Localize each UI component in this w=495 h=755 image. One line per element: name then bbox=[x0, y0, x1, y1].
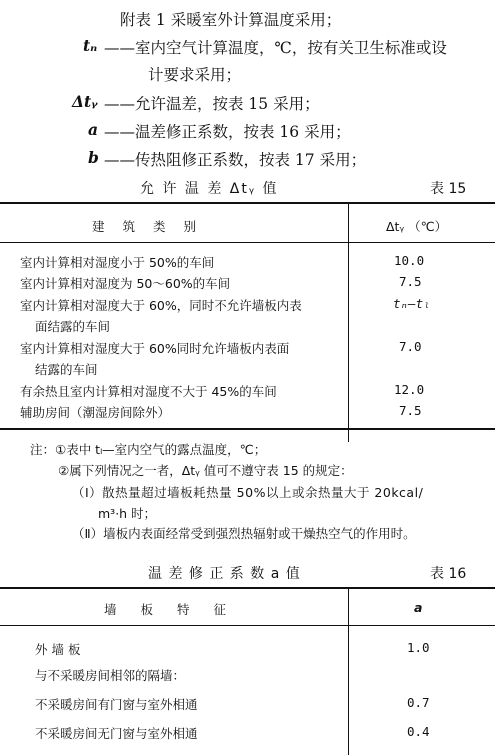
table15-note-1: 注：①表中 tₗ—室内空气的露点温度，℃； bbox=[30, 442, 267, 457]
table15-bottom-rule bbox=[0, 428, 495, 430]
table16-row-4-category: 不采暖房间无门窗与室外相通 bbox=[35, 726, 198, 741]
table15-row-4-category: 室内计算相对湿度大于 60%同时允许墙板内表面 bbox=[20, 341, 290, 356]
table16-row-3-value: 0.7 bbox=[407, 695, 430, 710]
table16-header-rule bbox=[0, 625, 495, 626]
table16-row-3-category: 不采暖房间有门窗与室外相通 bbox=[35, 697, 198, 712]
table15-row-2-category: 室内计算相对湿度为 50～60%的车间 bbox=[20, 276, 231, 291]
table15-row-1-value: 10.0 bbox=[394, 253, 425, 268]
definition-b: ——传热阻修正系数，按表 17 采用； bbox=[104, 151, 367, 169]
definition-delta-ty: ——允许温差，按表 15 采用； bbox=[104, 95, 320, 113]
table15-row-4-category-cont: 结露的车间 bbox=[35, 362, 98, 377]
table15-row-3-category-cont: 面结露的车间 bbox=[35, 319, 111, 334]
symbol-tn: tₙ bbox=[83, 36, 98, 55]
table16-column-divider bbox=[348, 587, 349, 755]
definition-tn: ——室内空气计算温度，℃，按有关卫生标准或设 bbox=[104, 39, 447, 57]
table16-row-1-category: 外 墙 板 bbox=[35, 642, 81, 657]
table15-row-1-category: 室内计算相对湿度小于 50%的车间 bbox=[20, 255, 215, 270]
table15-row-3-category: 室内计算相对湿度大于 60%，同时不允许墙板内表 bbox=[20, 298, 302, 313]
symbol-b: b bbox=[88, 148, 99, 167]
table16-row-2-category: 与不采暖房间相邻的隔墙： bbox=[35, 668, 186, 683]
table15-row-4-value: 7.0 bbox=[399, 339, 422, 354]
symbol-delta-ty: Δtᵧ bbox=[72, 92, 98, 111]
definition-tn-cont: 计要求采用； bbox=[148, 66, 242, 84]
table15-row-5-value: 12.0 bbox=[394, 382, 425, 397]
table16-top-rule bbox=[0, 587, 495, 589]
table15-number: 表 15 bbox=[430, 181, 467, 197]
symbol-a: a bbox=[88, 120, 99, 139]
table15-note-2-ii: （Ⅱ）墙板内表面经常受到强烈热辐射或干燥热空气的作用时。 bbox=[72, 526, 416, 541]
table16-header-value: a bbox=[414, 600, 423, 615]
table15-row-2-value: 7.5 bbox=[399, 274, 422, 289]
table16-title: 温 差 修 正 系 数 a 值 bbox=[148, 566, 301, 582]
table16-header-category: 墙板特征 bbox=[104, 602, 251, 617]
table15-header-rule bbox=[0, 242, 495, 243]
table16-row-1-value: 1.0 bbox=[407, 640, 430, 655]
table15-note-2-i: （Ⅰ）散热量超过墙板耗热量 50%以上或余热量大于 20kcal/ bbox=[72, 485, 424, 500]
table15-top-rule bbox=[0, 202, 495, 204]
table15-note-2-i-cont: m³·h 时； bbox=[98, 506, 157, 521]
table15-note-2: ②属下列情况之一者，Δtᵧ 值可不遵守表 15 的规定： bbox=[58, 463, 353, 478]
table16-row-4-value: 0.4 bbox=[407, 724, 430, 739]
table15-header-category: 建筑类别 bbox=[92, 219, 215, 234]
table15-row-3-value: tₙ—tₗ bbox=[393, 296, 431, 311]
table15-column-divider bbox=[348, 202, 349, 442]
table15-title: 允 许 温 差 Δtᵧ 值 bbox=[140, 181, 279, 197]
appendix-heading: 附表 1 采暖室外计算温度采用； bbox=[120, 11, 342, 29]
definition-a: ——温差修正系数，按表 16 采用； bbox=[104, 123, 351, 141]
table15-row-5-category: 有余热且室内计算相对湿度不大于 45%的车间 bbox=[20, 384, 277, 399]
table15-row-6-category: 辅助房间（潮湿房间除外） bbox=[20, 405, 171, 420]
table15-row-6-value: 7.5 bbox=[399, 403, 422, 418]
table16-number: 表 16 bbox=[430, 566, 467, 582]
table15-header-value: Δtᵧ （℃） bbox=[386, 219, 448, 234]
